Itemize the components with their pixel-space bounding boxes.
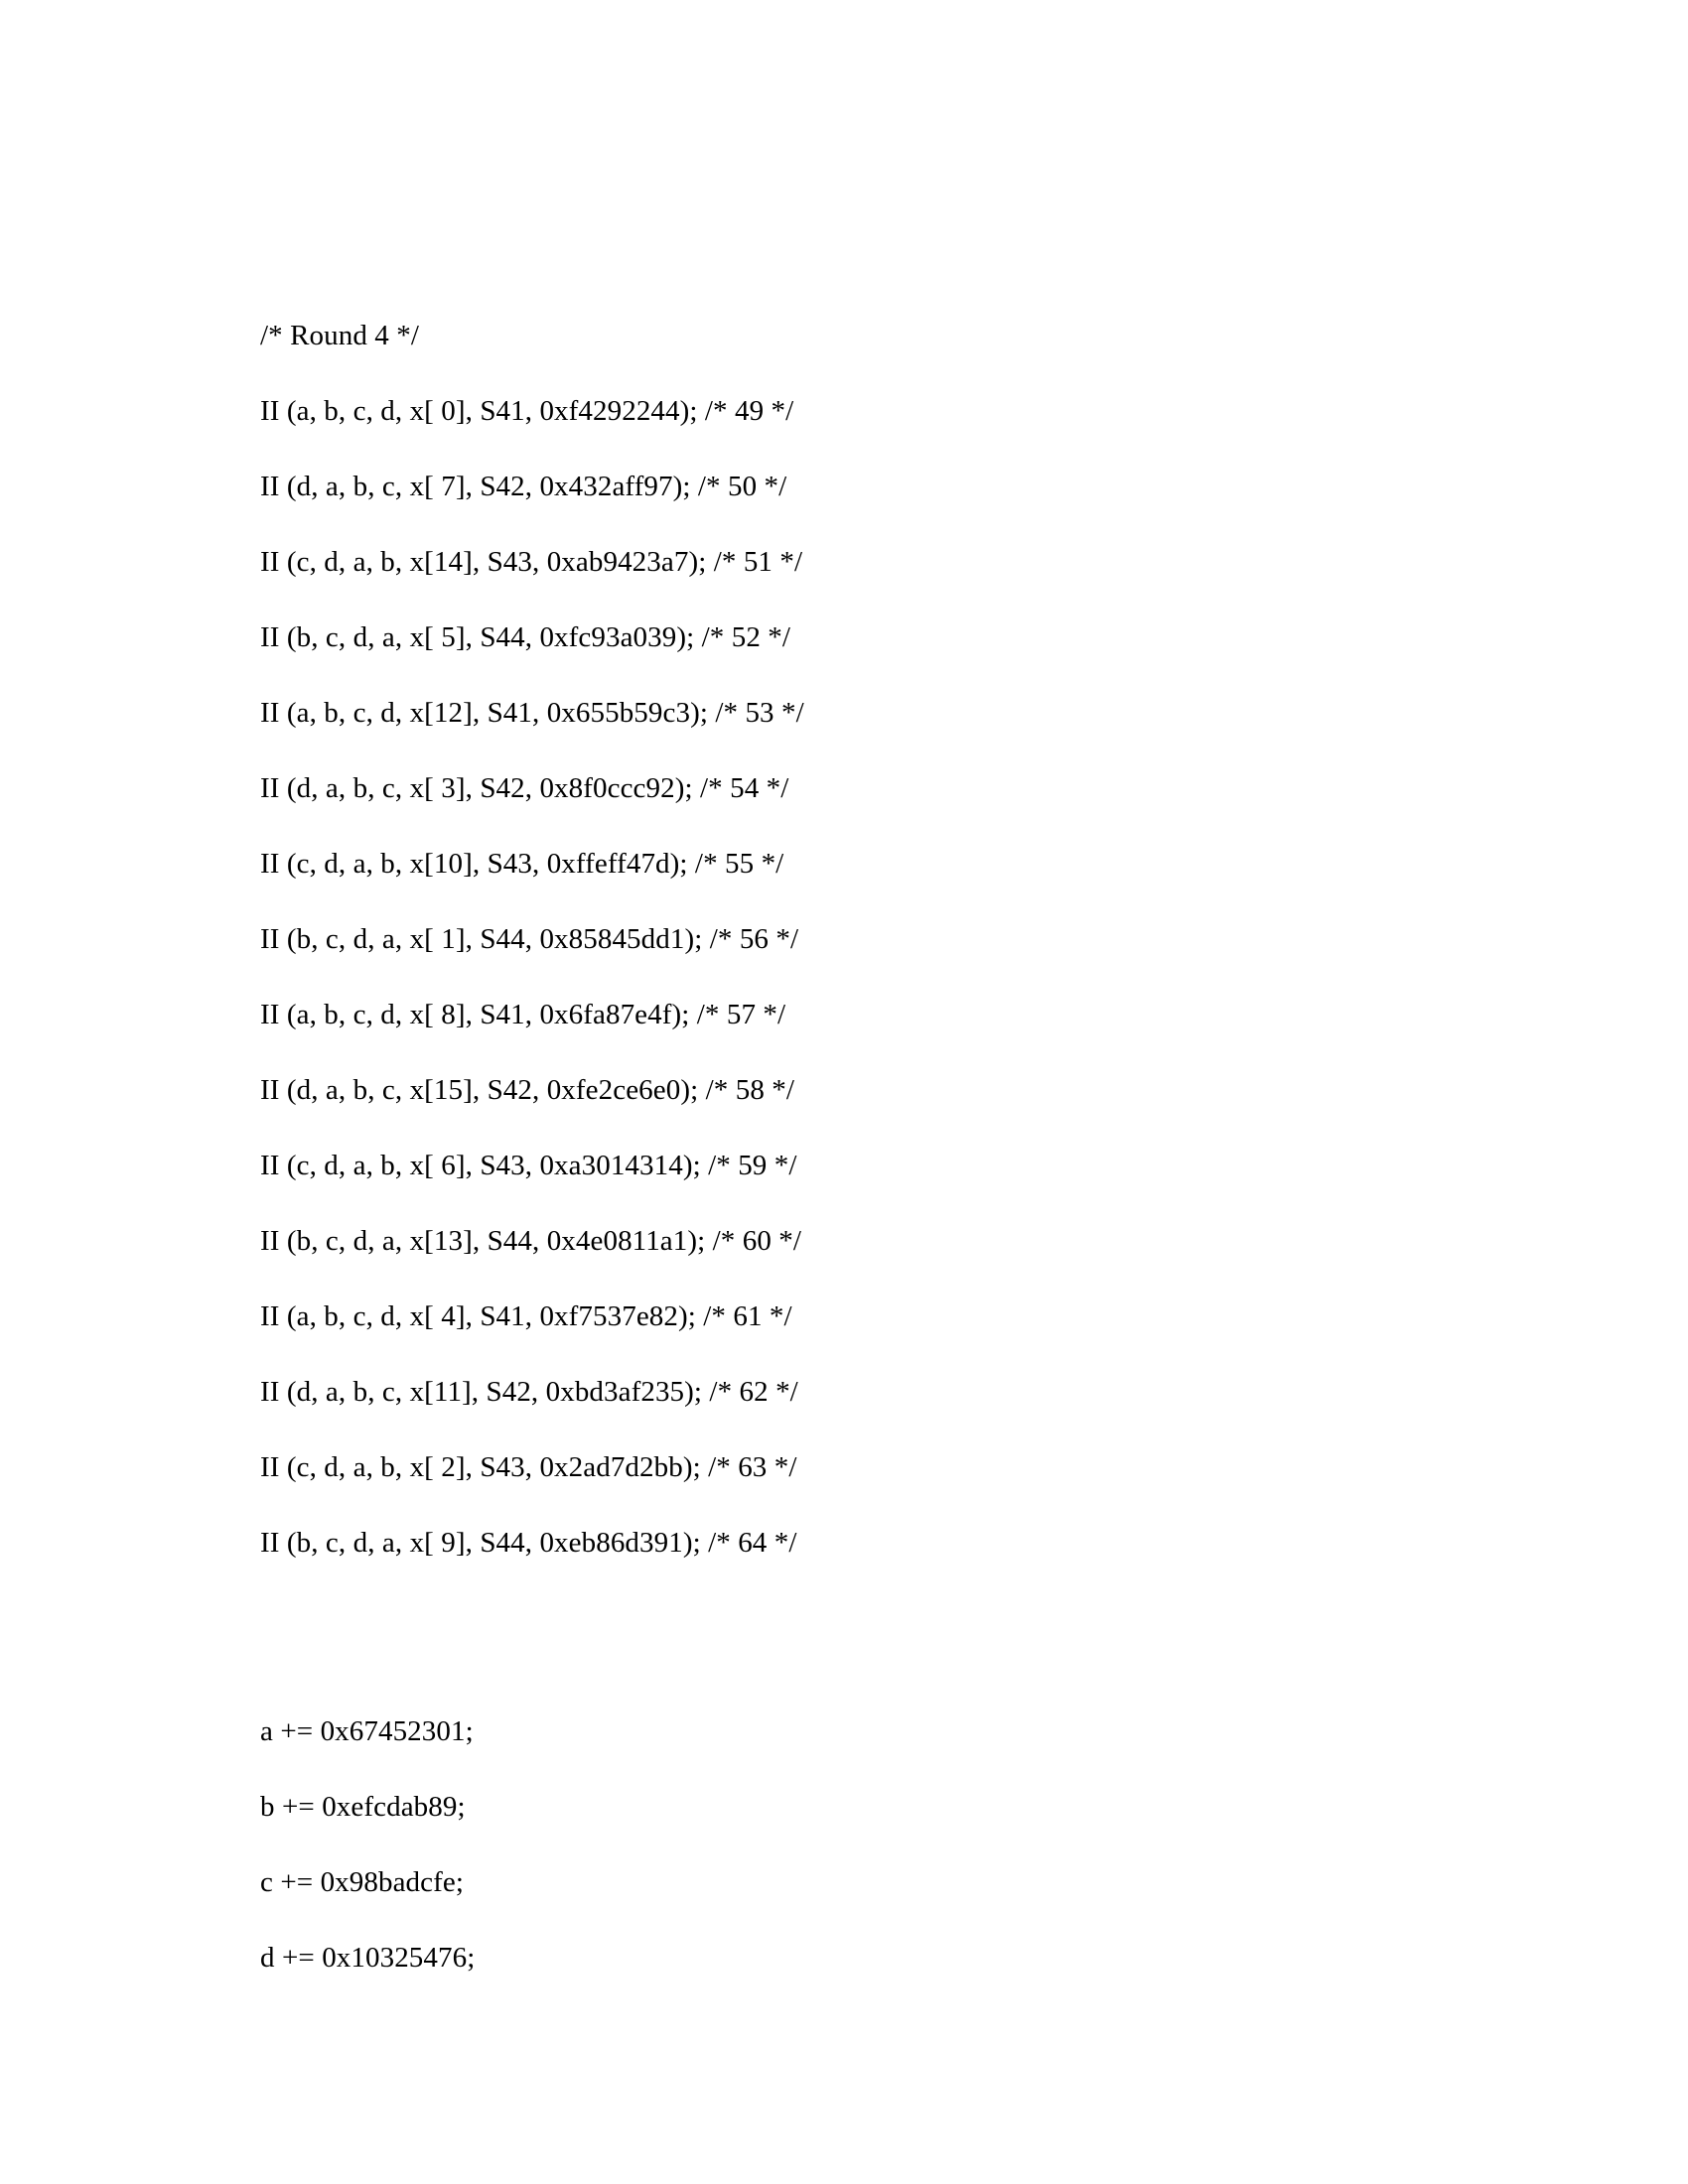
- blank-line: [260, 1656, 1432, 1694]
- code-line: II (d, a, b, c, x[11], S42, 0xbd3af235); /* 62 */: [260, 1376, 798, 1408]
- code-line: II (d, a, b, c, x[ 7], S42, 0x432aff97); /* 50 */: [260, 471, 787, 502]
- code-line: c += 0x98badcfe;: [260, 1866, 465, 1898]
- section-comment: /* Round 4 */: [260, 320, 420, 351]
- document-body: [260, 298, 1432, 1995]
- code-line: II (d, a, b, c, x[15], S42, 0xfe2ce6e0); /* 58 */: [260, 1074, 795, 1106]
- code-line: II (b, c, d, a, x[ 1], S44, 0x85845dd1); /* 56 */: [260, 923, 799, 955]
- code-line: II (d, a, b, c, x[ 3], S42, 0x8f0ccc92); /* 54 */: [260, 772, 789, 804]
- code-line: II (b, c, d, a, x[ 5], S44, 0xfc93a039); /* 52 */: [260, 621, 791, 653]
- code-line: II (a, b, c, d, x[ 0], S41, 0xf4292244); /* 49 */: [260, 395, 794, 427]
- code-line: II (c, d, a, b, x[ 2], S43, 0x2ad7d2bb); /* 63 */: [260, 1451, 797, 1483]
- blank-line: [260, 1580, 1432, 1656]
- code-line: II (c, d, a, b, x[14], S43, 0xab9423a7); /* 51 */: [260, 546, 803, 578]
- code-line: b += 0xefcdab89;: [260, 1791, 466, 1823]
- code-line: II (c, d, a, b, x[ 6], S43, 0xa3014314); /* 59 */: [260, 1150, 797, 1181]
- code-line: II (c, d, a, b, x[10], S43, 0xffeff47d); /* 55 */: [260, 848, 784, 880]
- code-line: II (a, b, c, d, x[ 8], S41, 0x6fa87e4f); /* 57 */: [260, 999, 786, 1030]
- code-line: II (b, c, d, a, x[13], S44, 0x4e0811a1); /* 60 */: [260, 1225, 802, 1257]
- code-line: II (a, b, c, d, x[ 4], S41, 0xf7537e82); /* 61 */: [260, 1300, 792, 1332]
- code-line: a += 0x67452301;: [260, 1715, 474, 1747]
- code-line: II (a, b, c, d, x[12], S41, 0x655b59c3); /* 53 */: [260, 697, 804, 729]
- code-line: II (b, c, d, a, x[ 9], S44, 0xeb86d391); /* 64 */: [260, 1527, 797, 1559]
- code-line: d += 0x10325476;: [260, 1942, 476, 1974]
